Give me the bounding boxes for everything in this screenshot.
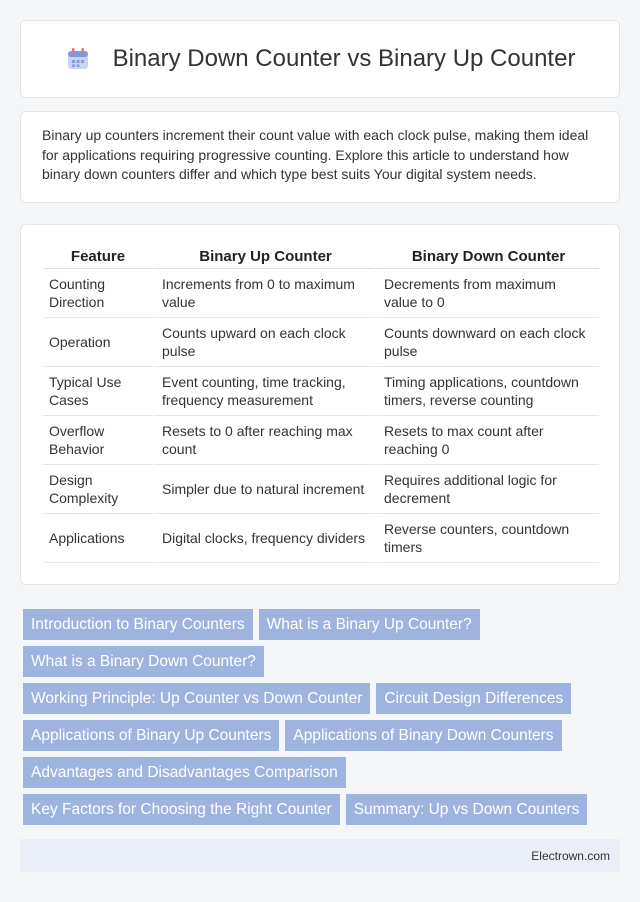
footer [20,839,620,872]
tag-summary[interactable]: Summary: Up vs Down Counters [346,794,588,825]
table-cell: Decrements from maximum value to 0 [375,269,599,318]
calendar-icon [65,46,91,72]
page-title: Binary Down Counter vs Binary Up Counter [112,45,576,72]
column-header-down-counter: Binary Down Counter [375,245,599,269]
comparison-table [43,245,599,563]
table-cell: Digital clocks, frequency dividers [153,514,375,563]
column-header-feature: Feature [43,245,153,269]
table-cell: Resets to max count after reaching 0 [375,416,599,465]
tag-advantages-disadvantages[interactable]: Advantages and Disadvantages Comparison [23,757,346,788]
table-row [43,367,599,416]
intro-card [20,111,620,203]
table-cell: Overflow Behavior [43,416,153,465]
table-row [43,269,599,318]
table-cell: Counting Direction [43,269,153,318]
table-cell: Increments from 0 to maximum value [153,269,375,318]
tag-working-principle[interactable]: Working Principle: Up Counter vs Down Counter [23,683,370,714]
table-cell: Counts upward on each clock pulse [153,318,375,367]
table-row [43,514,599,563]
table-row [43,318,599,367]
intro-text: Binary up counters increment their count value with each clock pulse, making them ideal for applications requiring progressive counting. Explore this article to understand how binary down counters differ and which type best suits Your digital system needs. [42,127,589,182]
table-cell: Timing applications, countdown timers, reverse counting [375,367,599,416]
table-row [43,465,599,514]
table-cell: Applications [43,514,153,563]
topic-tags [23,609,603,831]
tag-applications-up-counters[interactable]: Applications of Binary Up Counters [23,720,279,751]
column-header-up-counter: Binary Up Counter [153,245,375,269]
tag-key-factors[interactable]: Key Factors for Choosing the Right Counter [23,794,340,825]
tag-introduction-to-binary-counters[interactable]: Introduction to Binary Counters [23,609,253,640]
footer-site-name: Electrown.com [531,848,610,863]
table-cell: Reverse counters, countdown timers [375,514,599,563]
table-cell: Design Complexity [43,465,153,514]
table-row [43,416,599,465]
table-cell: Operation [43,318,153,367]
header-card [20,20,620,98]
tag-applications-down-counters[interactable]: Applications of Binary Down Counters [285,720,561,751]
table-header-row [43,245,599,269]
tag-what-is-binary-up-counter[interactable]: What is a Binary Up Counter? [259,609,480,640]
tag-what-is-binary-down-counter[interactable]: What is a Binary Down Counter? [23,646,264,677]
table-cell: Counts downward on each clock pulse [375,318,599,367]
tag-circuit-design-differences[interactable]: Circuit Design Differences [376,683,571,714]
table-cell: Simpler due to natural increment [153,465,375,514]
table-cell: Typical Use Cases [43,367,153,416]
comparison-table-card [20,224,620,585]
table-cell: Event counting, time tracking, frequency measurement [153,367,375,416]
table-cell: Resets to 0 after reaching max count [153,416,375,465]
table-cell: Requires additional logic for decrement [375,465,599,514]
